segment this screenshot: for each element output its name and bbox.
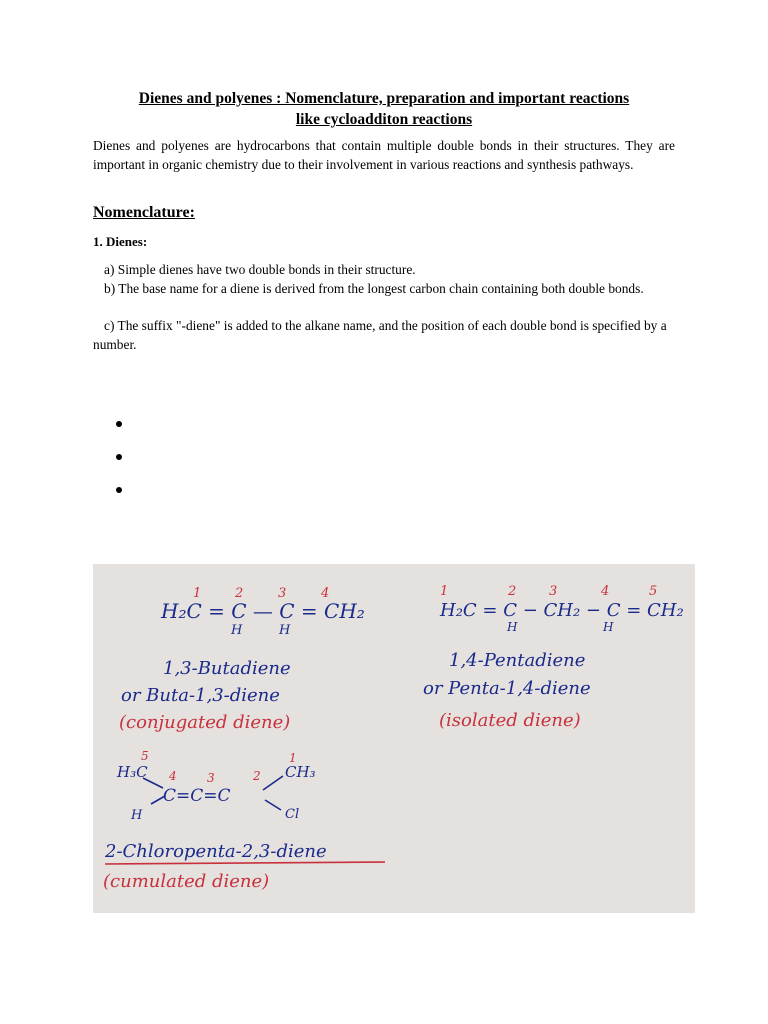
bond-line: [263, 776, 283, 790]
diene-type: (isolated diene): [439, 710, 581, 731]
bond-line: [143, 778, 163, 788]
bullet-point: [116, 454, 122, 460]
hydrogen-label: H: [507, 620, 518, 634]
title-line-2: like cycloadditon reactions: [295, 111, 473, 128]
carbon-number: 1: [440, 584, 449, 599]
carbon-number: 5: [141, 749, 149, 763]
compound-name: 1,4-Pentadiene: [449, 650, 586, 671]
structural-formula: H₂C = C — C = CH₂: [161, 599, 365, 623]
carbon-number: 2: [508, 584, 517, 599]
pentadiene-structure: [423, 584, 684, 731]
hydrogen-label: H: [603, 620, 614, 634]
cumulene-chain: C=C=C: [163, 786, 231, 806]
carbon-number: 1: [289, 751, 297, 765]
list-item-text: a) Simple dienes have two double bonds in their structure.: [104, 262, 416, 277]
carbon-number: 4: [601, 584, 610, 599]
title-line-1: Dienes and polyenes : Nomenclature, preparation and important reactions: [138, 90, 630, 107]
carbon-number: 3: [549, 584, 558, 599]
bond-line: [265, 800, 281, 810]
carbon-number: 4: [321, 586, 330, 601]
bullet-point: [116, 421, 122, 427]
bullet-point: [116, 487, 122, 493]
diene-type: (conjugated diene): [119, 712, 291, 733]
list-item-text: c) The suffix "-diene" is added to the alkane name, and the position of each double bond is specified by a number.: [93, 318, 667, 352]
handwritten-notes-drawing: [93, 564, 695, 913]
list-item: [93, 317, 675, 354]
document-title: [93, 88, 675, 130]
carbon-number: 4: [169, 769, 177, 783]
compound-name: 1,3-Butadiene: [163, 658, 291, 679]
hydrogen-label: H: [279, 623, 291, 638]
handwritten-notes-photo: [93, 564, 695, 913]
section-heading: Nomenclature:: [93, 204, 195, 221]
butadiene-structure: [119, 586, 365, 733]
compound-alt-name: or Penta-1,4-diene: [423, 678, 591, 699]
carbon-number: 3: [207, 771, 215, 785]
hydrogen-label: H: [131, 808, 143, 823]
chloropentadiene-structure: [103, 749, 385, 892]
carbon-number: 3: [278, 586, 287, 601]
carbon-number: 1: [193, 586, 202, 601]
carbon-number: 2: [253, 769, 261, 783]
intro-paragraph: Dienes and polyenes are hydrocarbons that contain multiple double bonds in their structures. They are important in organic chemistry due to their involvement in various reactions and synthesis pathways.: [93, 138, 675, 172]
list-item: [93, 261, 675, 280]
methyl-group-left: H₃C: [117, 763, 148, 781]
list-item-text: b) The base name for a diene is derived from the longest carbon chain containing both double bonds.: [104, 281, 644, 296]
methyl-group-right: CH₃: [285, 763, 316, 781]
hydrogen-label: H: [231, 623, 243, 638]
chlorine-label: Cl: [285, 807, 300, 822]
underline-stroke: [105, 862, 385, 864]
carbon-number: 5: [649, 584, 658, 599]
sub-heading: 1. Dienes:: [93, 234, 148, 249]
list-item: [93, 280, 675, 299]
compound-name: 2-Chloropenta-2,3-diene: [105, 841, 327, 862]
compound-alt-name: or Buta-1,3-diene: [121, 685, 280, 706]
structural-formula: H₂C = C − CH₂ − C = CH₂: [440, 600, 684, 621]
diene-type: (cumulated diene): [103, 871, 270, 892]
carbon-number: 2: [235, 586, 244, 601]
